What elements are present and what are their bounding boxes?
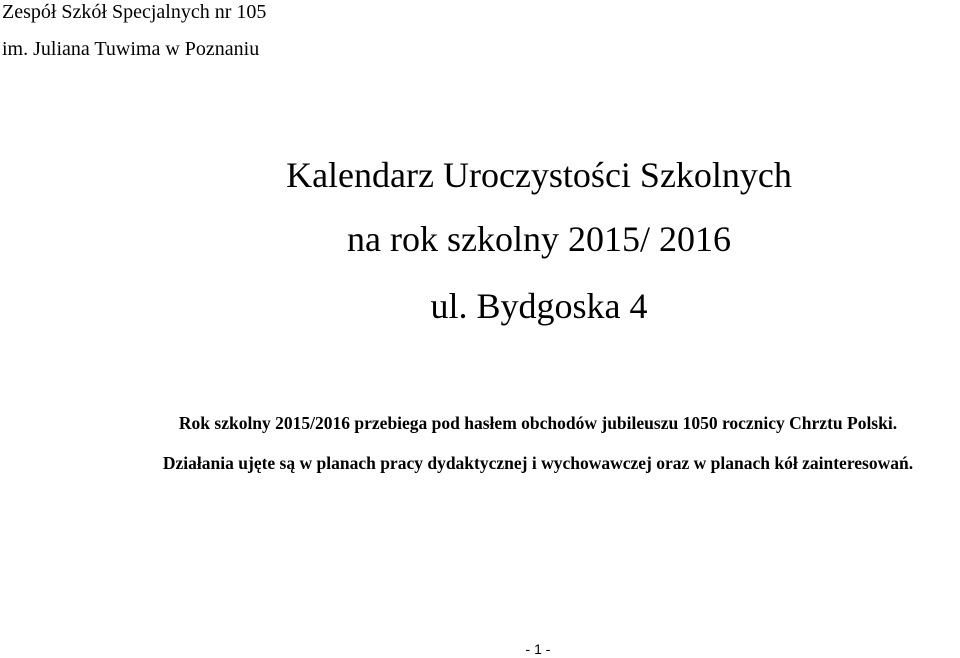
school-name: Zespół Szkół Specjalnych nr 105: [2, 1, 267, 23]
motto-paragraph: Rok szkolny 2015/2016 przebiega pod hasłem obchodów jubileuszu 1050 rocznicy Chrztu Polski.: [178, 413, 898, 433]
school-year-subtitle: na rok szkolny 2015/ 2016: [347, 219, 731, 259]
activities-paragraph: Działania ujęte są w planach pracy dydaktycznej i wychowawczej oraz w planach kół zainteresowań.: [162, 453, 914, 473]
school-patron-location: im. Juliana Tuwima w Poznaniu: [2, 38, 260, 60]
address-subtitle: ul. Bydgoska 4: [430, 286, 648, 326]
document-title: Kalendarz Uroczystości Szkolnych: [286, 155, 792, 195]
page-number: - 1 -: [525, 641, 551, 657]
